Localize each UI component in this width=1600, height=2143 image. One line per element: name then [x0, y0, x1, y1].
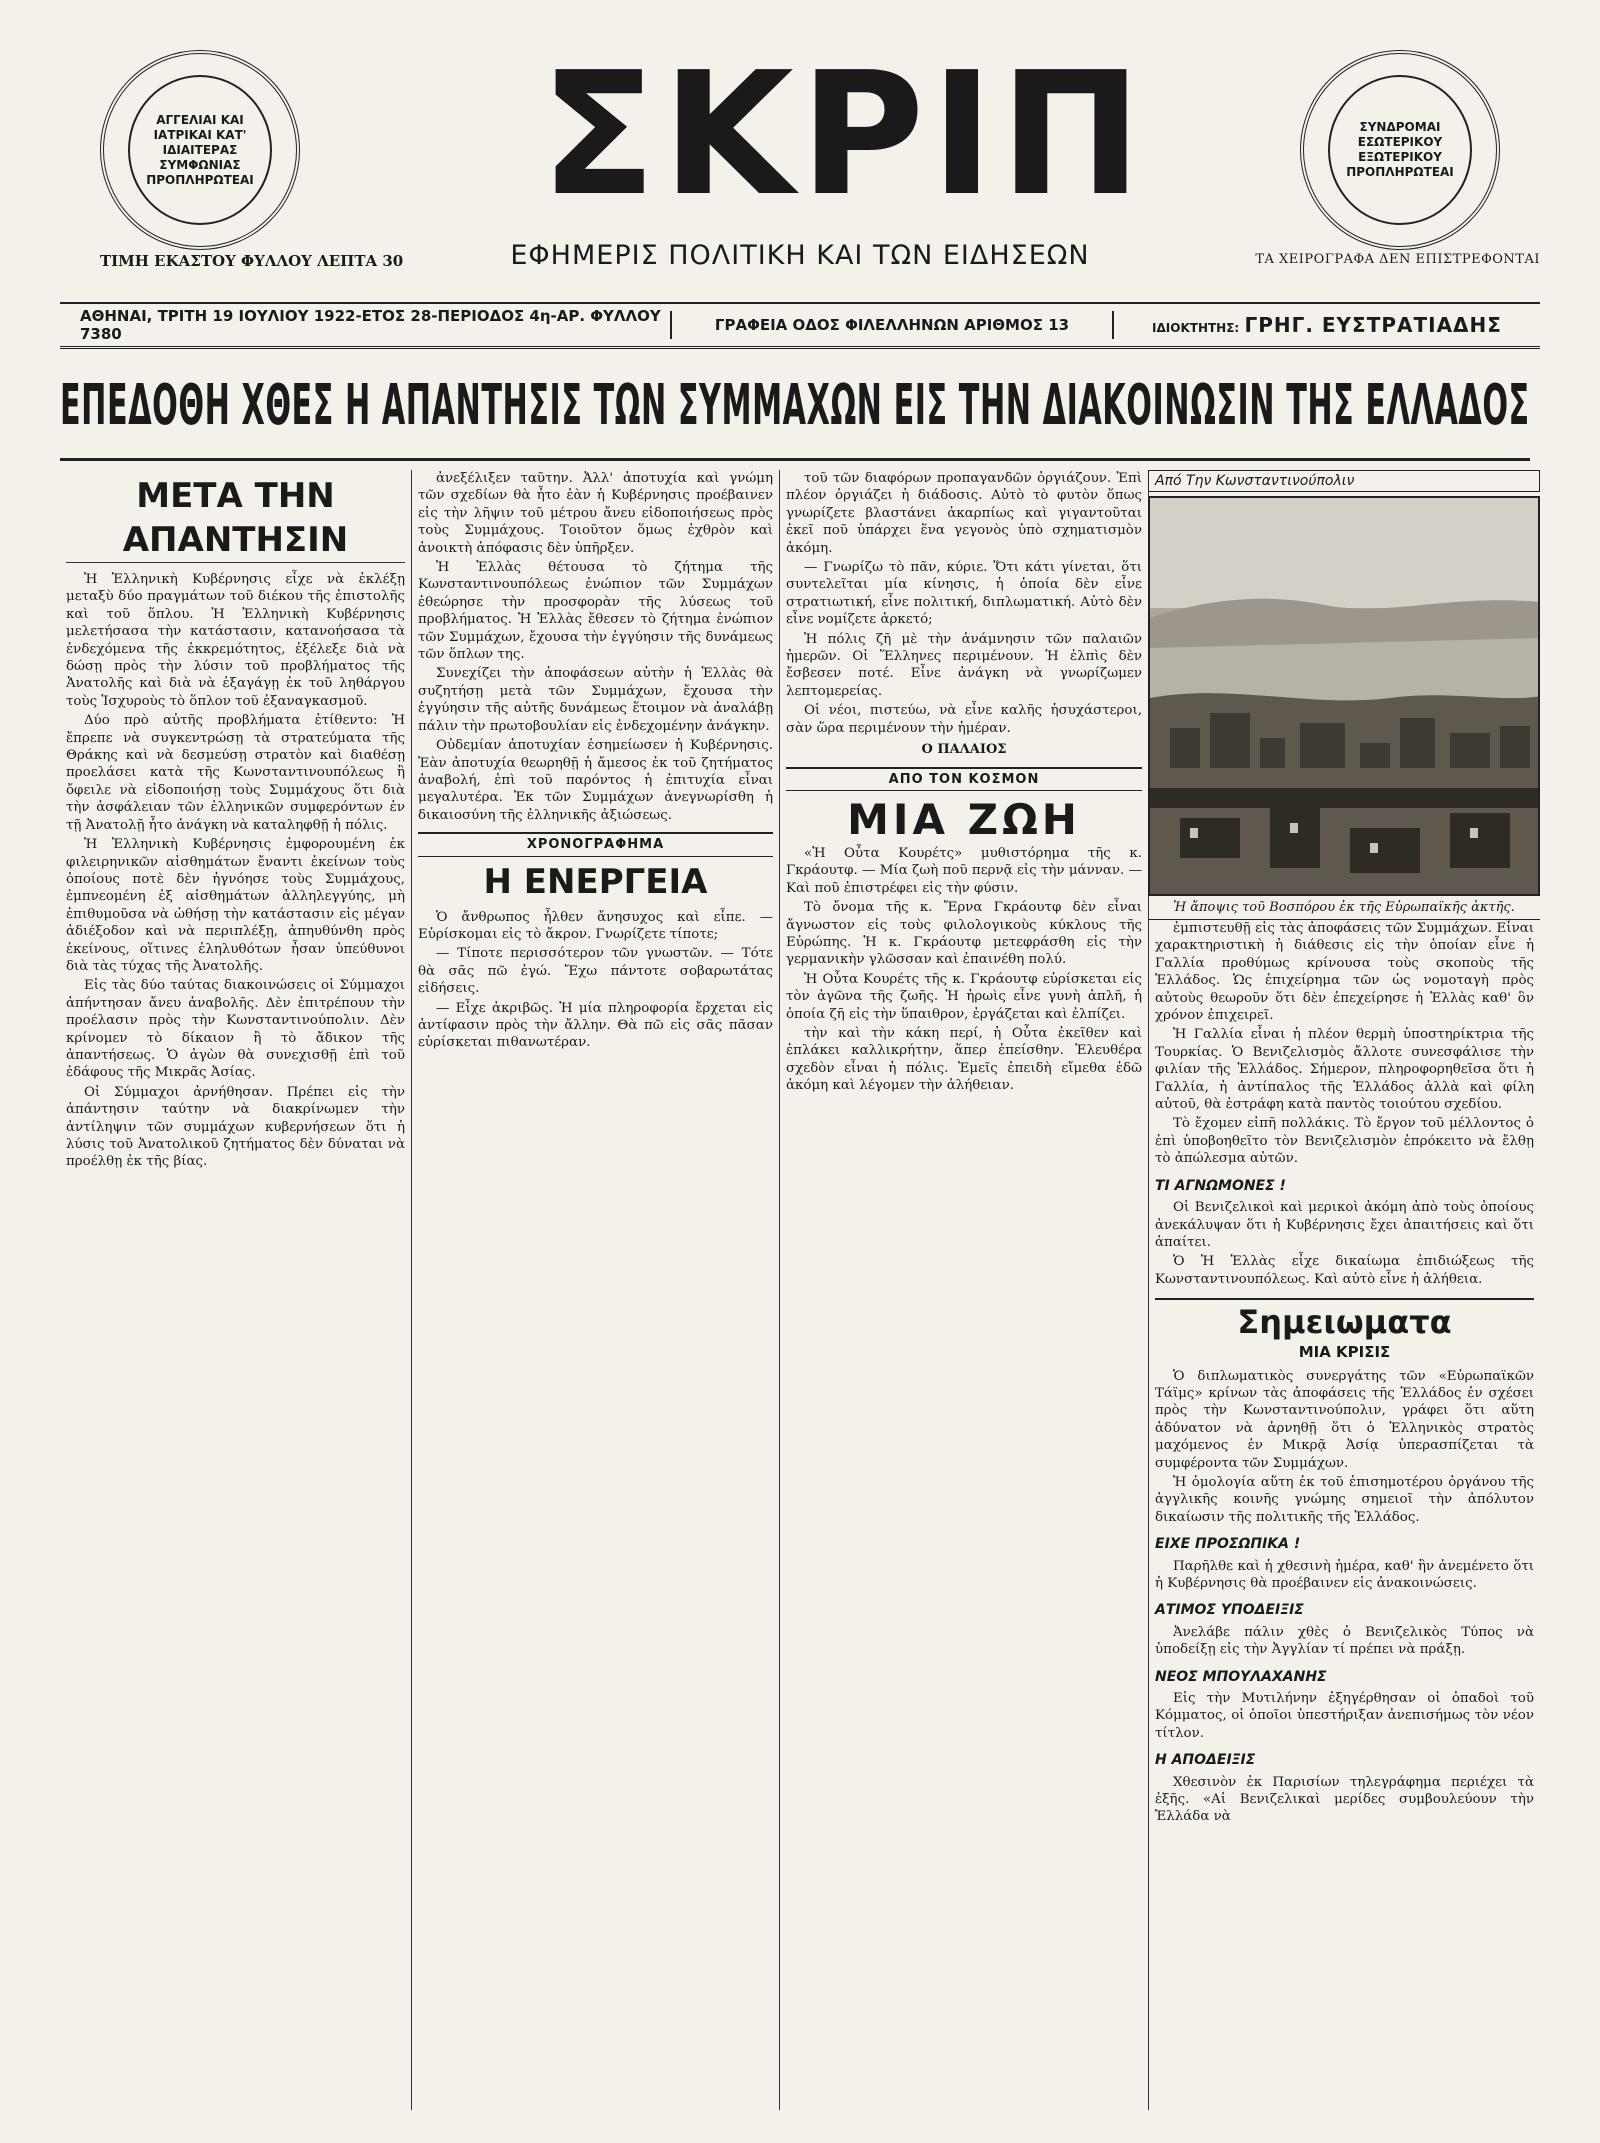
subhead-neos: ΝΕΟΣ ΜΠΟΥΛΑΧΑΝΗΣ [1155, 1668, 1327, 1685]
subscriptions-seal-text: ΣΥΝΔΡΟΜΑΙ ΕΣΩΤΕΡΙΚΟΥ ΕΞΩΤΕΡΙΚΟΥ ΠΡΟΠΛΗΡΩΤΕΑΙ [1328, 75, 1472, 225]
masthead [60, 36, 1540, 290]
owner-label: ΙΔΙΟΚΤΗΤΗΣ: [1152, 321, 1240, 335]
article-paragraph: Ἡ Ἑλληνικὴ Κυβέρνησις ἐμφορουμένη ἐκ φιλειρηνικῶν αἰσθημάτων ἔναντι ἐκείνων τοὺς ὁποίους ποτὲ δὲν ἠγνόησε τοὺς Συμμάχους, ἐμπνεομένη ἐξ αἰσθημάτων ἀλληλεγγύης, μὴ ἐπιθυμοῦσα νὰ ὠθήσῃ τὴν κατάστασιν εἰς μέγαν ἀδιέξοδον καὶ νὰ περιπλέξῃ, ἀπηυθύνθη πρὸς ἐκείνους, οἵτινες ἐληλυθότων ἦσαν ὑπεύθυνοι διὰ τὰς τύχας τῆς Ἀνατολῆς. [66, 837, 405, 974]
article-paragraph: Ἡ Ἑλλὰς θέτουσα τὸ ζήτημα τῆς Κωνσταντινουπόλεως ἐνώπιον τῶν Συμμάχων ἐθεώρησε τὴν προσφορὰν τῆς λύσεως τοῦ προβλήματος. Ἡ Ἑλλὰς ἔθεσεν τὸ ζήτημα ἐνώπιον τῶν Συμμάχων, ἔχουσα τὴν ἐγγύησιν τῆς δυνάμεως τῶν ὅπλων της. [418, 560, 773, 663]
ads-seal-text: ΑΓΓΕΛΙΑΙ ΚΑΙ ΙΑΤΡΙΚΑΙ ΚΑΤ' ΙΔΙΑΙΤΕΡΑΣ ΣΥΜΦΩΝΙΑΣ ΠΡΟΠΛΗΡΩΤΕΑΙ [128, 75, 272, 225]
article-title: ΜΕΤΑ ΤΗΝ ΑΠΑΝΤΗΣΙΝ [66, 474, 405, 563]
subhead-apodeixis: Η ΑΠΟΔΕΙΞΙΣ [1155, 1752, 1256, 1769]
article-paragraph: τοῦ τῶν διαφόρων προπαγανδῶν ὀργιάζουν. Ἐπὶ πλέον ὀργιάζει ἡ διάδοσις. Αὐτὸ τὸ φυτὸν ὅπως γνωρίζετε βλαστάνει ἀκαρπίως καὶ γιγαντοῦται ἐκεῖ ποῦ ὑπάρχει ἕνα γεγονὸς ὑπὸ σχηματισμὸν ἀκόμη. [786, 471, 1142, 556]
chronicle-title: Η ΕΝΕΡΓΕΙΑ [483, 861, 708, 902]
notes-paragraph: Χθεσινὸν ἐκ Παρισίων τηλεγράφημα περιέχει τὰ ἑξῆς. «Αἱ Βενιζελικαὶ μερίδες συμβουλεύουν τὴν Ἑλλάδα νὰ [1155, 1774, 1534, 1825]
owner-line [1114, 313, 1540, 337]
column-1 [60, 470, 412, 2110]
notes-paragraph: Ἀνελάβε πάλιν χθὲς ὁ Βενιζελικὸς Τύπος νὰ ὑποδείξῃ εἰς τὴν Ἀγγλίαν τί πρέπει νὰ πράξῃ. [1155, 1624, 1534, 1658]
dateline-bar [60, 302, 1540, 349]
notes-paragraph: Ὁ διπλωματικὸς συνεργάτης τῶν «Εὐρωπαϊκῶν Τάϊμς» κρίνων τὰς ἀποφάσεις τῆς Ἑλλάδος ἐν σχέσει πρὸς τὴν Κωνσταντινούπολιν, γράφει ὅτι αὕτη ἀδύνατον νὰ ἀρνηθῇ ὅτι ὁ Ἑλληνικὸς στρατὸς μαχόμενος ἐν Μικρᾷ Ἀσίᾳ ὑπερασπίζεται τὰ συμφέροντα τῶν Συμμάχων. [1155, 1368, 1534, 1471]
column-2 [412, 470, 780, 2110]
article-paragraph: Ἡ Γαλλία εἶναι ἡ πλέον θερμὴ ὑποστηρίκτρια τῆς Τουρκίας. Ὁ Βενιζελισμὸς ἄλλοτε συνεσφάλισε τὴν φιλίαν τῆς Ἑλλάδος. Σήμερον, πληροφορηθεῖσα ὅτι ἡ Γαλλία, ἡ ἀντίπαλος τῆς Ἑλλάδος ἀλλὰ καὶ φίλη αὐτοῦ, θὰ ἐστράφη κατὰ παντὸς τοιούτου σχεδίου. [1155, 1027, 1534, 1113]
ads-seal-left [100, 50, 300, 250]
article-paragraph: — Γνωρίζω τὸ πᾶν, κύριε. Ὅτι κάτι γίνεται, ὅτι συντελεῖται μία κίνησις, ἡ ὁποία δὲν εἶνε στρατιωτική, εἶνε πολιτική, διπλωματική. Αὐτὸ δὲν εἶνε νομίζετε ἀρκετό; [786, 560, 1142, 628]
issue-date: ΑΘΗΝΑΙ, ΤΡΙΤΗ 19 ΙΟΥΛΙΟΥ 1922-ΕΤΟΣ 28-ΠΕΡΙΟΔΟΣ 4η-ΑΡ. ΦΥΛΛΟΥ 7380 [80, 307, 661, 343]
world-paragraph: «Ἡ Οὖτα Κουρέτς» μυθιστόρημα τῆς κ. Γκράουτφ. — Μία ζωὴ ποῦ περνᾷ εἰς τὴν μάνναν. — Καὶ ποῦ ἐπιστρέφει εἰς τὴν φύσιν. [786, 845, 1142, 896]
article-paragraph: Ἡ πόλις ζῆ μὲ τὴν ἀνάμνησιν τῶν παλαιῶν ἡμερῶν. Οἱ Ἕλληνες περιμένουν. Ἡ ἐλπὶς δὲν ἔσβεσεν ποτέ. Εἶνε ἀνάγκη νὰ γνωρίζωμεν λεπτομερείας. [786, 631, 1142, 699]
author-signoff: Ο ΠΑΛΑΙΟΣ [921, 742, 1007, 758]
article-paragraph: Οἱ νέοι, πιστεύω, νὰ εἶνε καλῆς ἡσυχάστεροι, σὰν ὥρα περιμένουν τὴν ἡμέραν. [786, 703, 1142, 736]
world-paragraph: Τὸ ὄνομα τῆς κ. Ἔρνα Γκράουτφ δὲν εἶναι ἄγνωστον εἰς τοὺς φιλολογικοὺς κύκλους τῆς Εὐρώπης. Ἡ κ. Γκράουτφ μετεφράσθη εἰς τὴν γερμανικὴν γλῶσσαν καὶ ἐπαινέθη πολύ. [786, 900, 1142, 968]
article-paragraph: ἀνεξέλιξεν ταῦτην. Ἀλλ' ἀποτυχία καὶ γνώμη τῶν σχεδίων θὰ ἦτο ἐὰν ἡ Κυβέρνησις προέβαινεν εἰς τὴν λῆψιν τοῦ μέτρου ἄνευ εἰδοποιήσεως πρὸς τοὺς Συμμάχους. Τοιοῦτον ὅμως ἐχθρὸν καὶ ἀνοικτὴ ἀπόφασις δὲν ὑπῆρξεν. [418, 471, 773, 556]
price-line: ΤΙΜΗ ΕΚΑΣΤΟΥ ΦΥΛΛΟΥ ΛΕΠΤΑ 30 [100, 252, 404, 270]
subscriptions-seal-right [1300, 50, 1500, 250]
article-paragraph: Οἱ Βενιζελικοὶ καὶ μερικοὶ ἀκόμη ἀπὸ τοὺς ὁποίους ἀνεκάλυψαν ὅτι ἡ Κυβέρνησις ἔχει ἀπαιτήσεις καὶ ὅτι ἀπαίτει. [1155, 1200, 1534, 1250]
notes-paragraph: Εἰς τὴν Μυτιλήνην ἐξηγέρθησαν οἱ ὀπαδοὶ τοῦ Κόμματος, οἱ ὁποῖοι ὑπεστήριξαν ἀνεπισήμως τὸν νέον τίτλον. [1155, 1691, 1534, 1741]
photo-header: Από Την Κωνσταντινούπολιν [1148, 470, 1540, 492]
notes-subtitle: ΜΙΑ ΚΡΙΣΙΣ [1298, 1343, 1391, 1362]
photo-block [1148, 470, 1540, 920]
world-paragraph: Ἡ Οὖτα Κουρέτς τῆς κ. Γκράουτφ εὑρίσκεται εἰς τὸν ἀγῶνα τῆς ζωῆς. Ἡ ἡρωὶς εἶνε γυνὴ ἀπλῆ, ἡ ὁποία ζῆ εἰς τὴν ὕπαιθρον, ἐργάζεται καὶ ἐλπίζει. [786, 971, 1142, 1022]
office-address: ΓΡΑΦΕΙΑ ΟΔΟΣ ΦΙΛΕΛΛΗΝΩΝ ΑΡΙΘΜΟΣ 13 [714, 316, 1070, 334]
newspaper-page [60, 36, 1540, 2110]
article-paragraph: Δύο πρὸ αὐτῆς προβλήματα ἐτίθεντο: Ἡ ἔπρεπε νὰ συγκεντρώσῃ τὰ στρατεύματα τῆς Θράκης καὶ νὰ δεσμεύσῃ στρατὸν καὶ διαθέσῃ προελάσει κατὰ τῆς Κωνσταντινουπόλεως ἢ ὄφειλε νὰ εἰδοποιήσῃ τοὺς Συμμάχους ὅτι διὰ τὴν ἀσφάλειαν τῶν ἐλληνικῶν συμφερόντων ἐν τῇ Ἀνατολῇ ἦτο ἀνάγκη νὰ καταληφθῇ ἡ πόλις. [66, 713, 405, 833]
notes-paragraph: Ἡ ὁμολογία αὕτη ἐκ τοῦ ἐπισημοτέρου ὀργάνου τῆς ἀγγλικῆς κοινῆς γνώμης σημειοῖ τὴν ἀπόλυτον δικαίωσιν τῆς πολιτικῆς τῆς Ἑλλάδος. [1155, 1474, 1534, 1525]
subhead-atimos: ΑΤΙΜΟΣ ΥΠΟΔΕΙΞΙΣ [1155, 1602, 1304, 1619]
body-columns [60, 470, 1540, 2110]
article-paragraph: ἐμπιστευθῇ εἰς τὰς ἀποφάσεις τῶν Συμμάχων. Εἶναι χαρακτηριστικὴ ἡ διάθεσις εἰς τὴν ὁποίαν εἶνε ἡ Γαλλία προθύμως κρίνουσα τοὺς σκοποὺς τῆς Ἑλλάδος. Ὡς ἐπιχείρημα τῶν ὡς νομοταγὴ πρὸς αὐτοὺς θεωροῦν ὅτι δὲν ἐπεχείρησε ἡ Ἑλλὰς καθ' ὃν χρόνον ἐπιχειρεῖ. [1155, 921, 1534, 1024]
chronicle-paragraph: — Εἶχε ἀκριβῶς. Ἡ μία πληροφορία ἔρχεται εἰς ἀντίφασιν πρὸς τὴν ἄλλην. Θὰ πῶ εἰς σᾶς πᾶσαν εὑρίσκεται πιθανωτέραν. [418, 1000, 773, 1051]
column-4-flow [1155, 920, 1534, 1826]
column-3 [780, 470, 1148, 2110]
bosporus-photo [1148, 496, 1540, 896]
article-paragraph: Συνεχίζει τὴν ἀποφάσεων αὐτὴν ἡ Ἑλλὰς θὰ συζητήσῃ μετὰ τῶν Συμμάχων, ἔχουσα τὴν ἐγγύησιν τῆς αὐτῆς δυνάμεως ἕτοιμον νὰ ἀναλάβῃ πάλιν τὴν πρωτοβουλίαν εἰς ἐνδεχομένην ἀνάγκην. [418, 666, 773, 734]
bosporus-illustration [1150, 498, 1540, 896]
chronicle-paragraph: — Τίποτε περισσότερον τῶν γνωστῶν. — Τότε θὰ σᾶς πῶ ἐγώ. Ἔχω πάντοτε σοβαρωτάτας εἰδήσεις. [418, 946, 773, 997]
article-paragraph: Ὁ Ἡ Ἑλλὰς εἶχε δικαίωμα ἐπιδιώξεως τῆς Κωνσταντινουπόλεως. Καὶ αὐτὸ εἶνε ἡ ἀλήθεια. [1155, 1254, 1534, 1287]
world-title: ΜΙΑ ΖΩΗ [847, 794, 1081, 844]
notes-title: Σημειωματα [1155, 1298, 1534, 1344]
article-paragraph: Τὸ ἔχομεν εἰπῆ πολλάκις. Τὸ ἔργον τοῦ μέλλοντος ὁ ἐπὶ ὑποβοηθεῖτο τὸν Βενιζελισμὸν ἐπρόκειτο νὰ ἔλθῃ τὸ ἀπώλεσμα αὐτῶν. [1155, 1116, 1534, 1167]
article-paragraph: τὴν καὶ τὴν κάκη περί, ἡ Οὖτα ἐκεῖθεν καὶ ἐπλάκει καλλικρήτην, ἅπερ ἐπείσθην. Ἐλευθέρα σχεδὸν εἶναι ἡ πόλις. Ἐμεῖς ἐπειδὴ εἴμεθα ἐδῶ ἀκόμη καὶ λέγομεν τὴν ἀλήθειαν. [786, 1025, 1142, 1094]
world-kicker: ΑΠΟ ΤΟΝ ΚΟΣΜΟΝ [786, 767, 1142, 791]
photo-caption: Ἡ ἄποψις τοῦ Βοσπόρου ἐκ τῆς Εὐρωπαϊκῆς ἀκτῆς. [1148, 900, 1540, 920]
main-headline: ΕΠΕΔΟΘΗ ΧΘΕΣ Η ΑΠΑΝΤΗΣΙΣ ΤΩΝ ΣΥΜΜΑΧΩΝ ΕΙΣ ΤΗΝ ΔΙΑΚΟΙΝΩΣΙΝ ΤΗΣ ΕΛΛΑΔΟΣ [60, 358, 1530, 461]
subhead-prosopika: ΕΙΧΕ ΠΡΟΣΩΠΙΚΑ ! [1155, 1536, 1301, 1553]
subhead-agnomones: ΤΙ ΑΓΝΩΜΟΝΕΣ ! [1155, 1177, 1286, 1194]
manuscripts-note: ΤΑ ΧΕΙΡΟΓΡΑΦΑ ΔΕΝ ΕΠΙΣΤΡΕΦΟΝΤΑΙ [1255, 252, 1540, 267]
article-paragraph: Ἡ Ἑλληνικὴ Κυβέρνησις εἶχε νὰ ἐκλέξῃ μεταξὺ δύο πραγμάτων τοῦ διέκου τῆς ἐπιστολῆς καὶ τοῦ ὅπλου. Ἡ Ἑλληνικὴ Κυβέρνησις μελετήσασα τὴν κατάστασιν, κατανοήσασα τὰ ἐνδεχόμενα τῆς ἐκκρεμότητος, ἐξέλεξε διὰ νὰ δώσῃ πρὸς τὴν λύσιν τοῦ προβλήματος τῆς Ἀνατολῆς καὶ διὰ νὰ ἐξαγάγῃ ἐκ τοῦ ληθάργου τοὺς Ἰσχυροὺς τὸ ὅπλον τοῦ ἐξαναγκασμοῦ. [66, 572, 405, 709]
notes-paragraph: Παρῆλθε καὶ ἡ χθεσινὴ ἡμέρα, καθ' ἣν ἀνεμένετο ὅτι ἡ Κυβέρνησις θὰ προέβαινεν εἰς ἀνακοινώσεις. [1155, 1558, 1534, 1591]
column-3-flow [786, 470, 1142, 1095]
article-paragraph: Οἱ Σύμμαχοι ἀρνήθησαν. Πρέπει εἰς τὴν ἀπάντησιν ταύτην νὰ διακρίνωμεν τὴν ἀντίληψιν τῶν συμμάχων κυβερνήσεων ὅτι ἡ λύσις τοῦ Ἀνατολικοῦ ζητήματος δὲν δύναται νὰ προέλθῃ ἐκ τῆς βίας. [66, 1084, 405, 1170]
newspaper-subtitle: ΕΦΗΜΕΡΙΣ ΠΟΛΙΤΙΚΗ ΚΑΙ ΤΩΝ ΕΙΔΗΣΕΩΝ [510, 240, 1090, 271]
chronicle-kicker: ΧΡΟΝΟΓΡΑΦΗΜΑ [418, 832, 773, 856]
article-paragraph: Εἰς τὰς δύο ταύτας διακοινώσεις οἱ Σύμμαχοι ἀπήντησαν ἄνευ ἀναβολῆς. Δὲν ἐπιτρέπουν τὴν προέλασιν πρὸς τὴν Κωνσταντινούπολιν. Δὲν κρίνομεν τὸ δίκαιον ἢ τὸ ἄδικον τῆς ἀπαντήσεως. Ὁ ἀγὼν θὰ συνεχισθῇ ἐπὶ τοῦ ἐδάφους τῆς Μικρᾶς Ἀσίας. [66, 978, 405, 1081]
owner-name: ΓΡΗΓ. ΕΥΣΤΡΑΤΙΑΔΗΣ [1244, 313, 1502, 337]
newspaper-logo: ΣΚΡΙΠ [540, 36, 1148, 234]
article-paragraph: Οὐδεμίαν ἀποτυχίαν ἐσημείωσεν ἡ Κυβέρνησις. Ἐὰν ἀποτυχία θεωρηθῇ ἡ ἄμεσος ἐκ τοῦ ζητήματος ἀναβολή, ἐπὶ τοῦ παρόντος ἡ ἐπιτυχία εἶναι μεγαλυτέρα. Ἐκ τῶν Συμμάχων ἀνεγνωρίσθη ἡ δικαιοσύνη τῆς ἑλληνικῆς ἀξιώσεως. [418, 738, 773, 823]
chronicle-paragraph: Ὁ ἄνθρωπος ἦλθεν ἄνησυχος καὶ εἶπε. — Εὑρίσκομαι εἰς τὸ ἄκρον. Γνωρίζετε τίποτε; [418, 909, 773, 942]
